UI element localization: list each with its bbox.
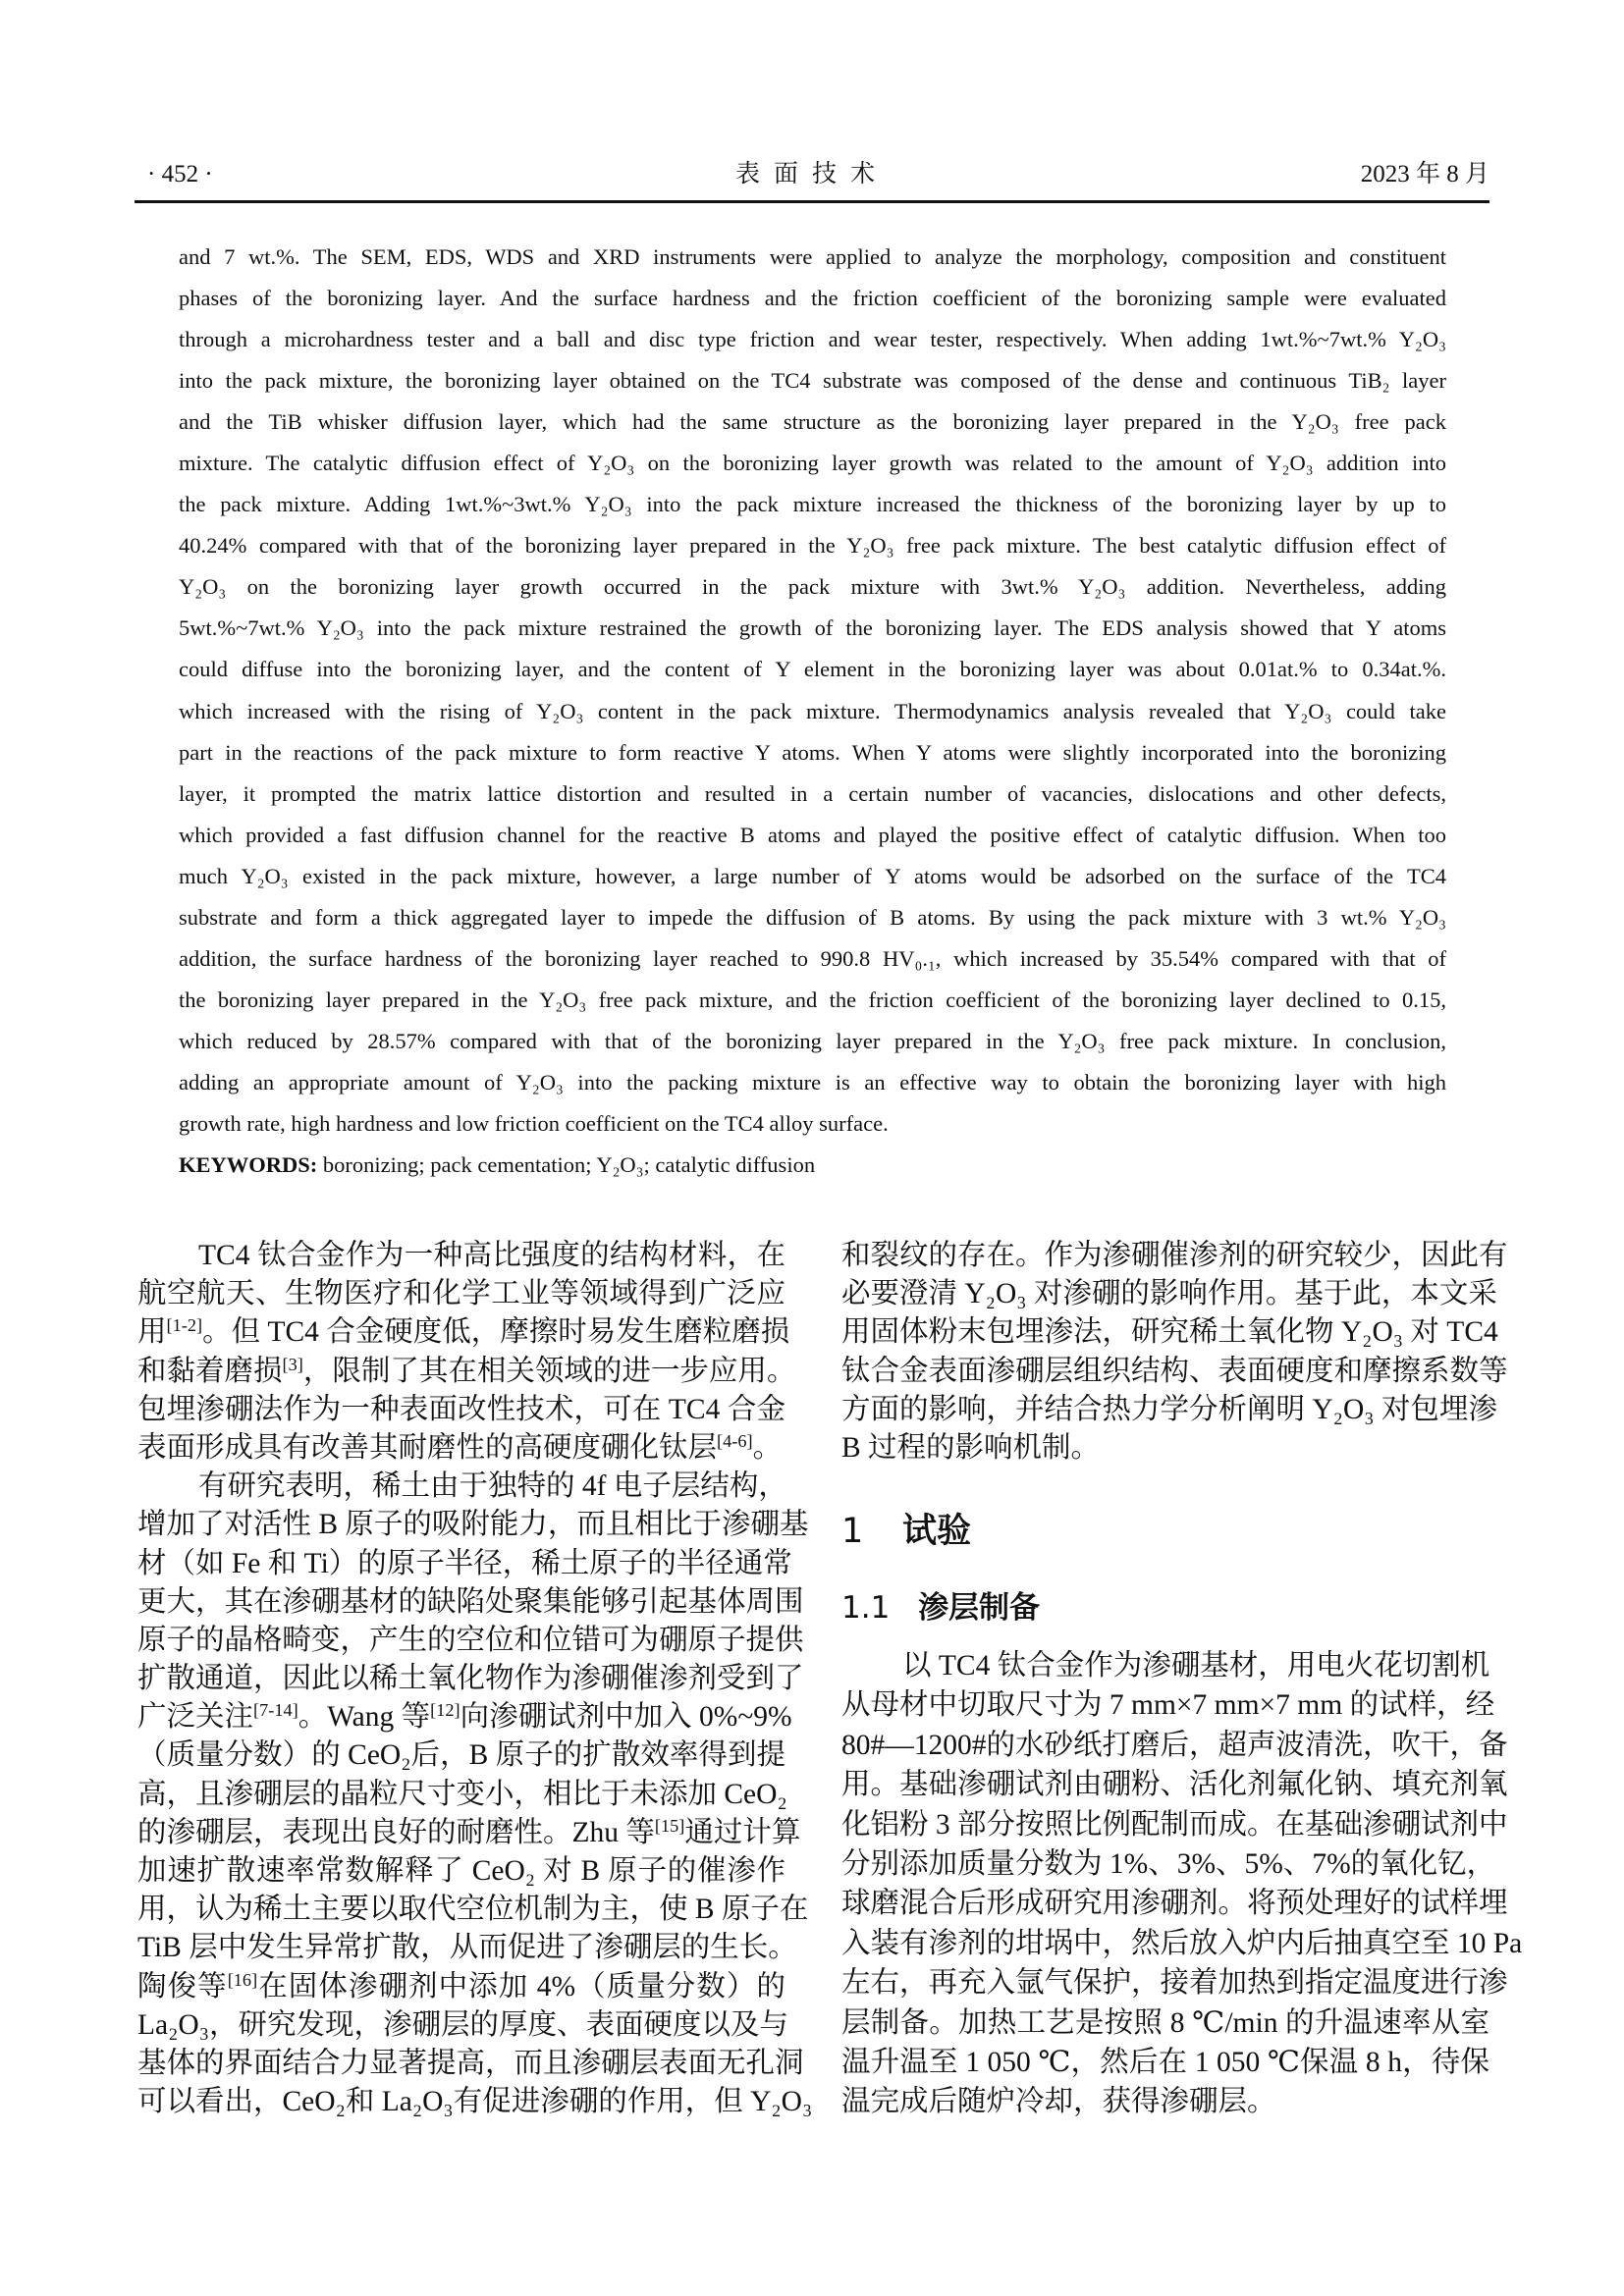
paragraph <box>841 1237 1508 1468</box>
citation-reference: [4-6] <box>717 1430 753 1451</box>
text-segment: 方面的影响，并结合热力学分析阐明 Y₂O₃ 对包埋渗 <box>841 1393 1497 1425</box>
text-line <box>841 1429 1489 1468</box>
text-line <box>841 1963 1508 2002</box>
text-segment: 向渗硼试剂中加入 0%~9% <box>460 1701 792 1734</box>
text-segment: through a microhardness tester and a ball and disc type friction and wear tester, respectively. When adding 1wt.%~7wt.% Y₂O₃ <box>179 327 1446 352</box>
paragraph <box>137 1468 813 2121</box>
text-line <box>137 1698 792 1736</box>
text-line <box>137 2006 788 2045</box>
subsection-title: 渗层制备 <box>918 1590 1040 1626</box>
citation-reference: [12] <box>430 1700 460 1721</box>
text-line <box>179 525 1446 566</box>
text-segment: 更大，其在渗硼基材的缺陷处聚集能够引起基体周围 <box>137 1585 804 1618</box>
text-segment: 温完成后随炉冷却，获得渗硼层。 <box>841 2086 1276 2118</box>
text-segment: 在固体渗硼剂中添加 4%（质量分数）的 <box>257 1970 785 2002</box>
text-line <box>179 1103 1446 1145</box>
text-segment: and 7 wt.%. The SEM, EDS, WDS and XRD instruments were applied to analyze the morphology, composition and constituent <box>179 244 1446 269</box>
text-segment: which reduced by 28.57% compared with that of the boronizing layer prepared in the Y₂O₃ free pack mixture. In conclusion, <box>179 1028 1446 1053</box>
text-line <box>179 319 1446 360</box>
text-line <box>179 278 1446 319</box>
text-segment: 。但 TC4 合金硬度低，摩擦时易发生磨粒磨损 <box>202 1316 790 1349</box>
text-segment: and the TiB whisker diffusion layer, which had the same structure as the boronizing layer prepared in the Y₂O₃ free pack <box>179 409 1446 435</box>
text-line <box>179 237 1446 278</box>
left-column <box>137 1237 813 2121</box>
text-segment: 包埋渗硼法作为一种表面改性技术，可在 TC4 合金 <box>137 1393 785 1425</box>
text-line <box>841 1805 1508 1844</box>
text-line <box>137 2045 804 2083</box>
text-segment: 5wt.%~7wt.% Y₂O₃ into the pack mixture restrained the growth of the boronizing layer. The EDS analysis showed that Y atoms <box>179 615 1446 641</box>
citation-reference: [7-14] <box>253 1700 298 1721</box>
text-line <box>179 566 1446 608</box>
text-line <box>137 1313 790 1352</box>
text-segment: 航空航天、生物医疗和化学工业等领域得到广泛应 <box>137 1278 785 1310</box>
text-segment: ，限制了其在相关领域的进一步应用。 <box>302 1355 796 1387</box>
text-segment: the boronizing layer prepared in the Y₂O₃ free pack mixture, and the friction coefficient of the boronizing layer declined to 0.15, <box>179 987 1446 1012</box>
page-number: · 452 · <box>147 161 213 187</box>
text-line <box>137 1583 804 1622</box>
english-abstract <box>179 237 1446 1186</box>
text-line <box>137 1852 785 1891</box>
text-segment: 分别添加质量分数为 1%、3%、5%、7%的氧化钇， <box>841 1847 1496 1880</box>
text-line <box>179 856 1446 897</box>
text-line <box>137 1237 785 1275</box>
paragraph <box>179 237 1446 1145</box>
text-segment: Y₂O₃ on the boronizing layer growth occurred in the pack mixture with 3wt.% Y₂O₃ addition. Nevertheless, adding <box>179 574 1446 600</box>
text-segment: 扩散通道，因此以稀土氧化物作为渗硼催渗剂受到了 <box>137 1663 804 1695</box>
text-segment: 用。基础渗硼试剂由硼粉、活化剂氟化钠、填充剂氧 <box>841 1769 1508 1801</box>
text-line <box>841 1685 1495 1725</box>
text-line <box>841 1765 1508 1804</box>
text-segment: much Y₂O₃ existed in the pack mixture, however, a large number of Y atoms would be adsorbed on the surface of the TC4 <box>179 863 1446 888</box>
text-line <box>137 1814 801 1852</box>
text-segment: 表面形成具有改善其耐磨性的高硬度硼化钛层 <box>137 1431 718 1464</box>
text-segment: 从母材中切取尺寸为 7 mm×7 mm×7 mm 的试样，经 <box>841 1689 1495 1722</box>
text-segment: adding an appropriate amount of Y₂O₃ into the packing mixture is an effective way to obtain the boronizing layer with high <box>179 1069 1446 1095</box>
text-segment: 陶俊等 <box>137 1970 228 2002</box>
citation-reference: [16] <box>227 1969 258 1990</box>
text-segment: 和裂纹的存在。作为渗硼催渗剂的研究较少，因此有 <box>841 1240 1508 1271</box>
text-line <box>841 1924 1523 1963</box>
text-line <box>137 1968 785 2006</box>
text-segment: 左右，再充入氩气保护，接着加热到指定温度进行渗 <box>841 1967 1508 2000</box>
text-line <box>179 401 1446 443</box>
text-segment: 通过计算 <box>684 1816 801 1848</box>
text-segment: B 过程的影响机制。 <box>841 1431 1101 1464</box>
keywords-label: KEYWORDS: <box>179 1152 318 1178</box>
text-segment: 用 <box>137 1316 167 1349</box>
text-segment: 和黏着磨损 <box>137 1355 283 1387</box>
text-line <box>841 1884 1508 1923</box>
text-line <box>137 1468 785 1506</box>
text-segment: 化铝粉 3 部分按照比例配制而成。在基础渗硼试剂中 <box>841 1808 1508 1841</box>
paragraph <box>841 1646 1523 2122</box>
text-line <box>179 649 1446 690</box>
text-segment: 必要澄清 Y₂O₃ 对渗硼的影响作用。基于此，本文采 <box>841 1278 1497 1310</box>
text-segment: （质量分数）的 CeO₂后，B 原子的扩散效率得到提 <box>137 1739 785 1772</box>
text-line <box>179 815 1446 856</box>
text-line <box>179 608 1446 649</box>
text-line <box>137 1391 785 1429</box>
text-segment: into the pack mixture, the boronizing layer obtained on the TC4 substrate was composed of the dense and continuous TiB₂ layer <box>179 368 1446 394</box>
text-segment: addition, the surface hardness of the boronizing layer reached to 990.8 HV₀.₁, which increased by 35.54% compared with that of <box>179 945 1446 971</box>
section-number: 1 <box>841 1512 864 1551</box>
text-segment: layer, it prompted the matrix lattice distortion and resulted in a certain number of vacancies, dislocations and other defects, <box>179 780 1446 806</box>
text-line <box>137 1660 804 1698</box>
right-column-paragraph <box>841 1646 1523 2122</box>
text-segment: growth rate, high hardness and low friction coefficient on the TC4 alloy surface. <box>179 1110 889 1136</box>
text-line <box>179 691 1446 732</box>
text-line <box>179 938 1446 980</box>
text-segment: part in the reactions of the pack mixture to form reactive Y atoms. When Y atoms were slightly incorporated into the boronizing <box>179 739 1446 765</box>
text-segment: which provided a fast diffusion channel for the reactive B atoms and played the positive effect of catalytic diffusion. When too <box>179 822 1446 847</box>
text-segment: mixture. The catalytic diffusion effect of Y₂O₃ on the boronizing layer growth was related to the amount of Y₂O₃ addition into <box>179 451 1446 476</box>
text-segment: 用固体粉末包埋渗法，研究稀土氧化物 Y₂O₃ 对 TC4 <box>841 1316 1498 1349</box>
text-line <box>137 1353 796 1391</box>
text-segment: 基体的界面结合力显著提高，而且渗硼层表面无孔洞 <box>137 2047 804 2079</box>
text-segment: substrate and form a thick aggregated layer to impede the diffusion of B atoms. By using the pack mixture with 3 wt.% Y₂O₃ <box>179 904 1446 930</box>
text-segment: 有研究表明，稀土由于独特的 4f 电子层结构， <box>198 1470 787 1503</box>
text-line <box>841 1353 1508 1391</box>
text-segment: 球磨混合后形成研究用渗硼剂。将预处理好的试样埋 <box>841 1888 1508 1920</box>
text-line <box>179 360 1446 401</box>
text-line <box>841 1844 1496 1884</box>
text-line <box>841 1313 1498 1352</box>
text-line <box>137 1736 785 1775</box>
text-segment: which increased with the rising of Y₂O₃ content in the pack mixture. Thermodynamics analysis revealed that Y₂O₃ could take <box>179 698 1446 723</box>
journal-title: 表面技术 <box>734 161 889 187</box>
text-line <box>841 1275 1497 1313</box>
text-line <box>137 1429 785 1468</box>
text-segment: 的渗硼层，表现出良好的耐磨性。Zhu 等 <box>137 1816 655 1848</box>
text-segment: phases of the boronizing layer. And the surface hardness and the friction coefficient of the boronizing sample were evaluated <box>179 286 1446 311</box>
text-line <box>137 1929 797 1967</box>
text-segment: the pack mixture. Adding 1wt.%~3wt.% Y₂O₃ into the pack mixture increased the thickness of the boronizing layer by up to <box>179 492 1446 517</box>
text-segment: 高，且渗硼层的晶粒尺寸变小，相比于未添加 CeO₂ <box>137 1778 787 1810</box>
keywords <box>179 1145 1446 1186</box>
text-line <box>841 1726 1508 1765</box>
text-line <box>179 732 1446 774</box>
text-line <box>179 484 1446 525</box>
text-segment: 加速扩散速率常数解释了 CeO₂ 对 B 原子的催渗作 <box>137 1855 785 1887</box>
text-segment: 增加了对活性 B 原子的吸附能力，而且相比于渗硼基 <box>137 1509 809 1541</box>
text-line <box>137 1891 809 1929</box>
citation-reference: [1-2] <box>166 1315 203 1336</box>
text-segment: 80#—1200#的水砂纸打磨后，超声波清洗，吹干，备 <box>841 1729 1508 1761</box>
text-line <box>841 2043 1489 2082</box>
text-segment: 。 <box>752 1431 783 1464</box>
text-line <box>841 2003 1489 2043</box>
text-segment: 温升温至 1 050 ℃，然后在 1 050 ℃保温 8 h，待保 <box>841 2046 1489 2078</box>
text-segment: 入装有渗剂的坩埚中，然后放入炉内后抽真空至 10 Pa <box>841 1927 1523 1959</box>
text-line <box>179 774 1446 815</box>
citation-reference: [15] <box>654 1815 685 1836</box>
text-line <box>137 2083 813 2121</box>
header-rule <box>135 200 1489 203</box>
text-line <box>179 980 1446 1021</box>
text-segment: 层制备。加热工艺是按照 8 ℃/min 的升温速率从室 <box>841 2006 1489 2039</box>
text-segment: 钛合金表面渗硼层组织结构、表面硬度和摩擦系数等 <box>841 1355 1508 1387</box>
text-line <box>841 2082 1489 2121</box>
text-segment: TC4 钛合金作为一种高比强度的结构材料，在 <box>198 1240 785 1271</box>
text-segment: 。Wang 等 <box>298 1701 431 1734</box>
issue-date: 2023 年 8 月 <box>1360 161 1489 187</box>
text-segment: 广泛关注 <box>137 1701 254 1734</box>
text-line <box>841 1237 1508 1275</box>
text-line <box>137 1275 785 1313</box>
text-segment: 40.24% compared with that of the boronizing layer prepared in the Y₂O₃ free pack mixture. The best catalytic diffusion effect of <box>179 533 1446 559</box>
text-segment: 原子的晶格畸变，产生的空位和位错可为硼原子提供 <box>137 1624 804 1656</box>
text-line <box>179 1062 1446 1103</box>
text-line <box>179 897 1446 938</box>
text-line <box>841 1646 1489 1685</box>
abstract-body <box>179 237 1446 1145</box>
text-segment: could diffuse into the boronizing layer, and the content of Y element in the boronizing layer was about 0.01at.% to 0.34at.%. <box>179 657 1446 682</box>
subsection-number: 1.1 <box>841 1590 891 1626</box>
text-segment: 以 TC4 钛合金作为渗硼基材，用电火花切割机 <box>902 1650 1490 1682</box>
section-title: 试验 <box>902 1512 972 1551</box>
text-segment: 材（如 Fe 和 Ti）的原子半径，稀土原子的半径通常 <box>137 1547 792 1579</box>
paragraph <box>137 1237 796 1468</box>
text-segment: La₂O₃，研究发现，渗硼层的厚度、表面硬度以及与 <box>137 2008 788 2041</box>
text-line <box>841 1391 1497 1429</box>
text-segment: 可以看出，CeO₂和 La₂O₃有促进渗硼的作用，但 Y₂O₃ <box>137 2086 813 2118</box>
text-segment: TiB 层中发生异常扩散，从而促进了渗硼层的生长。 <box>137 1932 797 1964</box>
citation-reference: [3] <box>282 1354 303 1374</box>
text-line <box>137 1506 809 1544</box>
text-line <box>179 1021 1446 1062</box>
text-line <box>137 1622 804 1660</box>
right-column-continuation <box>841 1237 1508 1468</box>
section-heading <box>841 1508 971 1555</box>
subsection-heading <box>841 1586 1040 1629</box>
keywords-list: boronizing; pack cementation; Y₂O₃; catalytic diffusion <box>317 1152 816 1178</box>
text-line <box>137 1776 785 1814</box>
text-line <box>137 1545 792 1583</box>
text-line <box>179 443 1446 484</box>
text-segment: 用，认为稀土主要以取代空位机制为主，使 B 原子在 <box>137 1894 809 1926</box>
